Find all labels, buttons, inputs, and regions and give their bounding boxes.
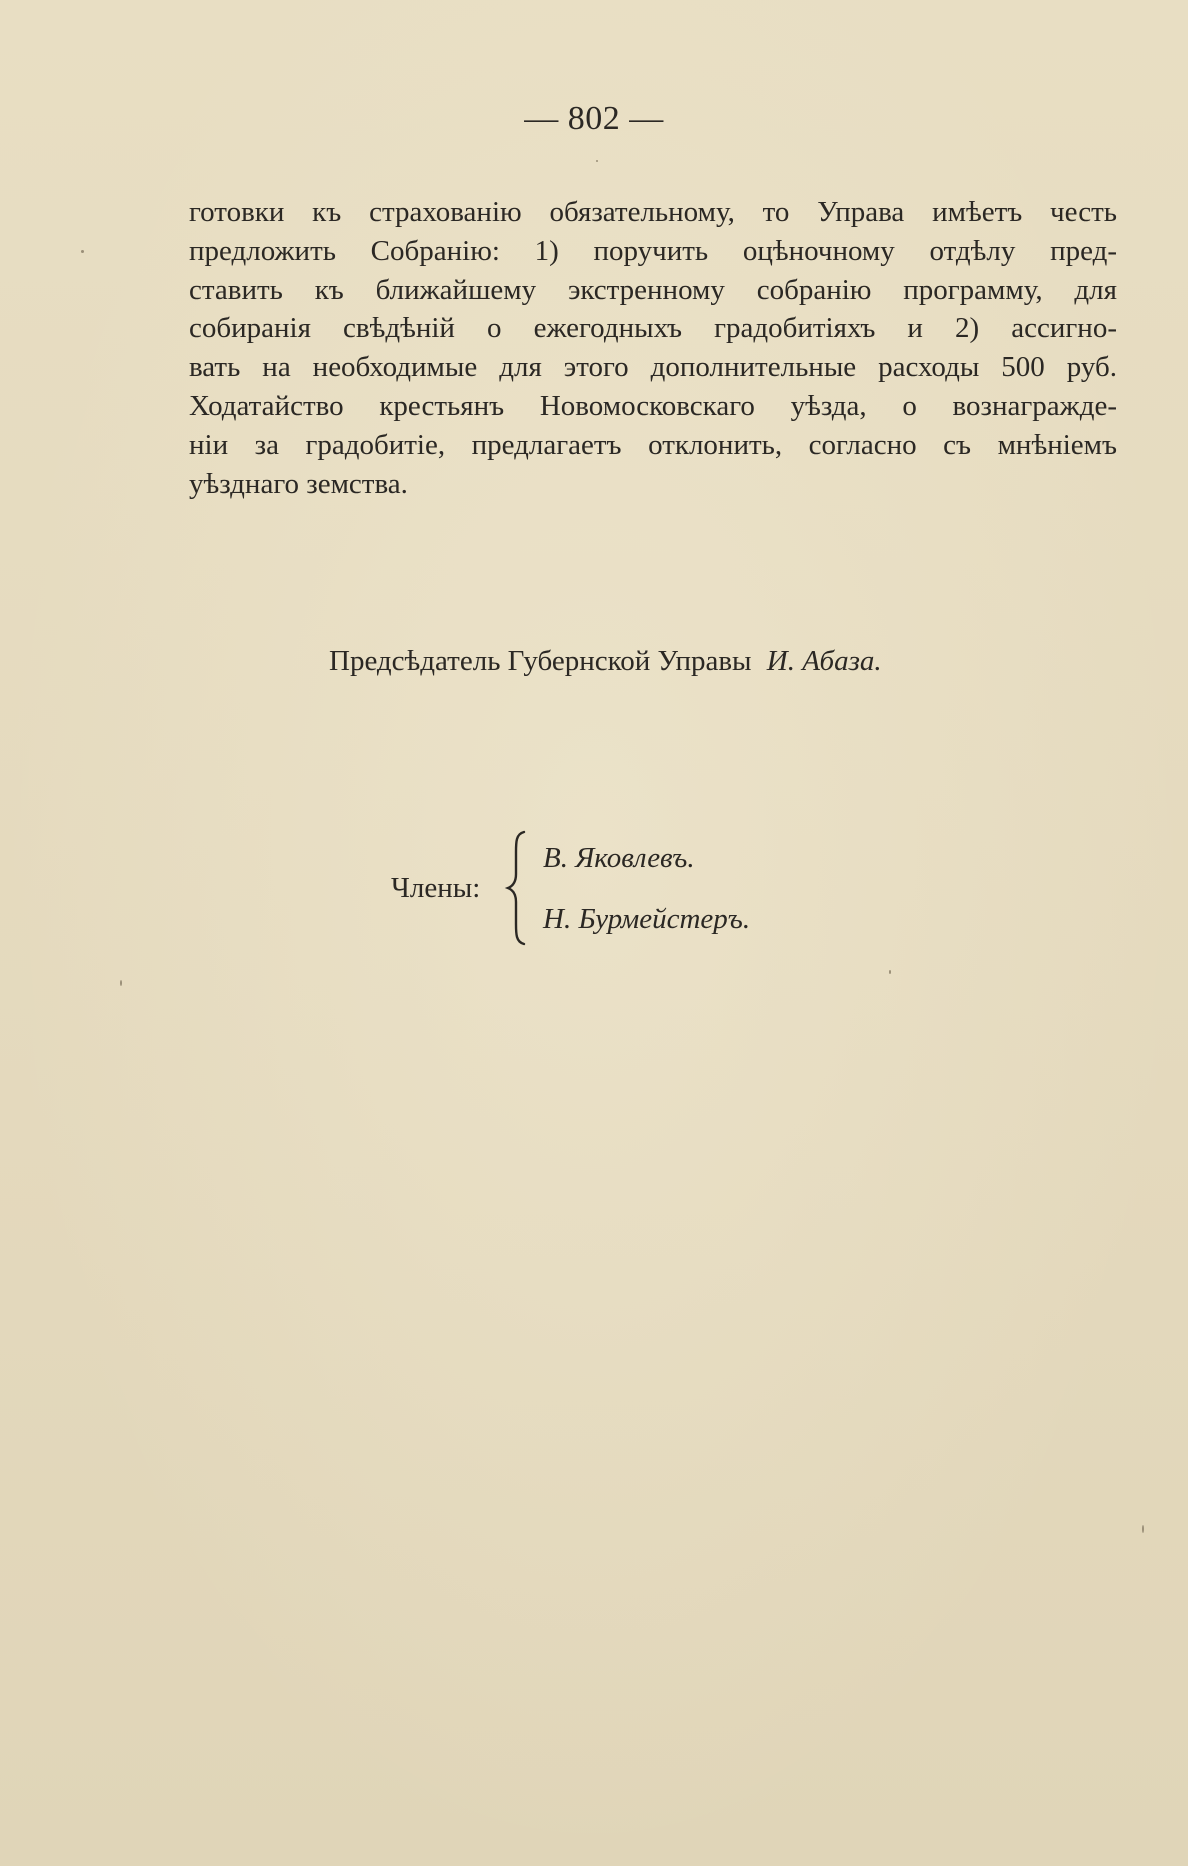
members-label: Члены: [391, 872, 481, 904]
paragraph-line: ніи за градобитіе, предлагаетъ отклонить, согласно съ мнѣніемъ [189, 428, 1117, 461]
chairman-signature [329, 645, 882, 678]
paper-speck [596, 160, 598, 162]
paper-speck [1142, 1525, 1144, 1533]
paper-speck [81, 250, 84, 253]
paragraph-line: вать на необходимые для этого дополнительные расходы 500 руб. [189, 351, 1117, 384]
paragraph-line: Ходатайство крестьянъ Новомосковскаго уѣзда, о вознагражде- [189, 389, 1117, 422]
paragraph-line: готовки къ страхованію обязательному, то Управа имѣетъ честь [189, 196, 1117, 228]
curly-brace-icon [504, 828, 530, 948]
body-paragraph [189, 193, 1117, 503]
paragraph-line: предложить Собранію: 1) поручить оцѣночному отдѣлу пред- [189, 234, 1117, 267]
paragraph-line: ставить къ ближайшему экстренному собранію программу, для [189, 273, 1117, 306]
paragraph-line: собиранія свѣдѣній о ежегодныхъ градобитіяхъ и 2) ассигно- [189, 312, 1117, 345]
paper-speck [120, 980, 122, 986]
member-name: Н. Бурмейстеръ. [543, 903, 751, 935]
paper-speck [889, 970, 891, 974]
chairman-name: И. Абаза. [766, 645, 882, 677]
member-name: В. Яковлевъ. [543, 842, 695, 874]
page-number: — 802 — [524, 100, 664, 137]
chairman-title: Предсѣдатель Губернской Управы [329, 645, 752, 677]
paragraph-line: уѣзднаго земства. [189, 467, 408, 500]
